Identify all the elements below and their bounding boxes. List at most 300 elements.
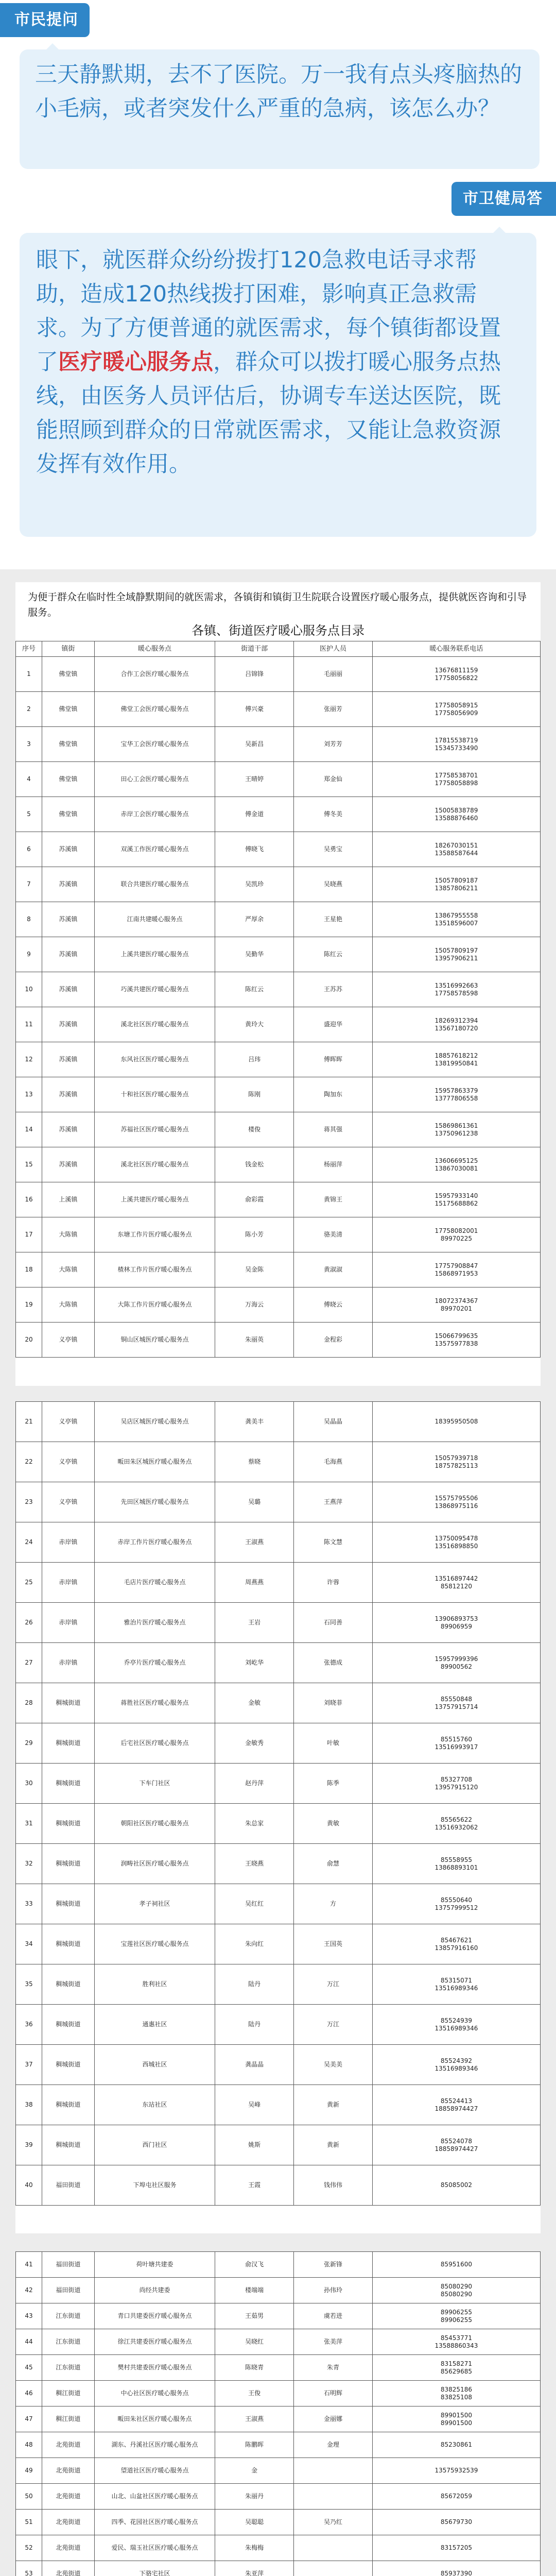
table-row bbox=[16, 2510, 541, 2535]
table-cell: 30 bbox=[16, 1764, 42, 1804]
table-cell: 14 bbox=[16, 1112, 42, 1147]
table-cell: 青口共建委医疗暖心服务点 bbox=[94, 2303, 215, 2329]
table-cell: 吴金陈 bbox=[215, 1252, 294, 1287]
table-row bbox=[16, 937, 541, 972]
table-cell: 郑金仙 bbox=[294, 762, 373, 797]
table-cell: 吴新昌 bbox=[215, 727, 294, 762]
table-cell: 17 bbox=[16, 1217, 42, 1252]
table-cell: 苏溪镇 bbox=[42, 832, 94, 867]
table-cell: 85672059 bbox=[372, 2484, 540, 2510]
table-row bbox=[16, 1804, 541, 1844]
table-cell: 21 bbox=[16, 1402, 42, 1442]
table-cell: 龚晶晶 bbox=[215, 2045, 294, 2085]
table-cell: 徐江共建委医疗暖心服务点 bbox=[94, 2329, 215, 2355]
table-cell: 北苑街道 bbox=[42, 2484, 94, 2510]
table-cell: 28 bbox=[16, 1683, 42, 1723]
table-cell: 苏溪镇 bbox=[42, 1077, 94, 1112]
table-cell: 18 bbox=[16, 1252, 42, 1287]
table-sheet-3 bbox=[15, 2251, 541, 2576]
answer-tag: 市卫健局答 bbox=[451, 182, 556, 216]
table-cell: 赤岸镇 bbox=[42, 1643, 94, 1683]
table-cell: 佛堂镇 bbox=[42, 727, 94, 762]
table-cell: 稠城街道 bbox=[42, 2005, 94, 2045]
table-intro: 为便于群众在临时性全域静默期间的就医需求，各镇街和镇街卫生院联合设置医疗暖心服务点，提供就医咨询和引导服务。 bbox=[28, 591, 527, 618]
table-cell: 楼俊 bbox=[215, 1112, 294, 1147]
table-cell: 85315071 13516989346 bbox=[372, 1964, 540, 2005]
table-cell: 福田街道 bbox=[42, 2278, 94, 2303]
table-cell: 89906255 89906255 bbox=[372, 2303, 540, 2329]
table-cell: 22 bbox=[16, 1442, 42, 1482]
table-row bbox=[16, 867, 541, 902]
table-cell: 朱青 bbox=[294, 2355, 373, 2381]
table-cell: 稠江街道 bbox=[42, 2381, 94, 2406]
table-cell: 85524392 13516989346 bbox=[372, 2045, 540, 2085]
table-cell: 孙伟玲 bbox=[294, 2278, 373, 2303]
table-cell: 85085002 bbox=[372, 2165, 540, 2206]
table-cell: 10 bbox=[16, 972, 42, 1007]
table-cell: 荷叶塘共建委 bbox=[94, 2252, 215, 2278]
table-cell: 16 bbox=[16, 1182, 42, 1217]
table-cell: 苏溪镇 bbox=[42, 1147, 94, 1182]
table-cell: 85937390 bbox=[372, 2561, 540, 2576]
table-row bbox=[16, 1442, 541, 1482]
table-cell: 13516992663 17758578598 bbox=[372, 972, 540, 1007]
table-cell: 85565622 13516932062 bbox=[372, 1804, 540, 1844]
column-header: 暖心服务联系电话 bbox=[372, 641, 540, 657]
column-header: 街道干部 bbox=[215, 641, 294, 657]
table-cell: 13867955558 13518596007 bbox=[372, 902, 540, 937]
table-cell: 53 bbox=[16, 2561, 42, 2576]
table-cell: 黄新 bbox=[294, 2085, 373, 2125]
table-cell: 稠城街道 bbox=[42, 1804, 94, 1844]
table-cell: 刘芳芳 bbox=[294, 727, 373, 762]
table-cell: 43 bbox=[16, 2303, 42, 2329]
table-cell: 黄新 bbox=[294, 2125, 373, 2165]
table-cell: 4 bbox=[16, 762, 42, 797]
table-cell: 江东街道 bbox=[42, 2329, 94, 2355]
table-cell: 骆美清 bbox=[294, 1217, 373, 1252]
table-cell: 朱丽丹 bbox=[215, 2484, 294, 2510]
table-cell: 赤岸镇 bbox=[42, 1563, 94, 1603]
table-cell: 王星艳 bbox=[294, 902, 373, 937]
table-sheet-1 bbox=[15, 582, 541, 1386]
table-cell: 下车门社区 bbox=[94, 1764, 215, 1804]
table-cell: 吕锦锋 bbox=[215, 657, 294, 692]
table-cell: 刘晓菲 bbox=[294, 1683, 373, 1723]
table-row bbox=[16, 832, 541, 867]
table-cell: 苏溪镇 bbox=[42, 937, 94, 972]
table-cell: 虞若进 bbox=[294, 2303, 373, 2329]
table-cell bbox=[294, 2561, 373, 2576]
table-row bbox=[16, 2406, 541, 2432]
table-cell: 大陈镇 bbox=[42, 1217, 94, 1252]
table-cell: 王晓燕 bbox=[215, 1844, 294, 1884]
table-cell: 下埠屯社区服务 bbox=[94, 2165, 215, 2206]
table-cell: 稠城街道 bbox=[42, 1723, 94, 1764]
table-cell: 畈田朱区城医疗暖心服务点 bbox=[94, 1442, 215, 1482]
table-cell: 陈刚 bbox=[215, 1077, 294, 1112]
table-cell: 85550848 13757915714 bbox=[372, 1683, 540, 1723]
table-row bbox=[16, 1482, 541, 1522]
table-row bbox=[16, 1563, 541, 1603]
table-cell: 7 bbox=[16, 867, 42, 902]
table-cell: 稠城街道 bbox=[42, 2125, 94, 2165]
table-cell: 稠城街道 bbox=[42, 1683, 94, 1723]
table-row bbox=[16, 1522, 541, 1563]
table-cell: 41 bbox=[16, 2252, 42, 2278]
table-cell: 朱丽英 bbox=[215, 1323, 294, 1358]
table-cell: 18072374367 89970201 bbox=[372, 1287, 540, 1323]
table-cell: 王岩 bbox=[215, 1603, 294, 1643]
service-point-table-part-3 bbox=[15, 2251, 541, 2576]
table-cell: 85515760 13516993917 bbox=[372, 1723, 540, 1764]
table-cell: 石同善 bbox=[294, 1603, 373, 1643]
table-cell: 3 bbox=[16, 727, 42, 762]
table-row bbox=[16, 2252, 541, 2278]
table-cell: 52 bbox=[16, 2535, 42, 2561]
table-cell: 11 bbox=[16, 1007, 42, 1042]
table-cell: 田心工会医疗暖心服务点 bbox=[94, 762, 215, 797]
table-cell: 17758082001 89970225 bbox=[372, 1217, 540, 1252]
table-cell: 赵丹萍 bbox=[215, 1764, 294, 1804]
table-cell: 13906893753 89906959 bbox=[372, 1603, 540, 1643]
table-cell: 畈田朱社区医疗暖心服务点 bbox=[94, 2406, 215, 2432]
table-cell: 蔡晓 bbox=[215, 1442, 294, 1482]
table-cell: 40 bbox=[16, 2165, 42, 2206]
table-cell: 大陈工作片医疗暖心服务点 bbox=[94, 1287, 215, 1323]
table-cell: 毛店片医疗暖心服务点 bbox=[94, 1563, 215, 1603]
table-cell: 12 bbox=[16, 1042, 42, 1077]
table-row bbox=[16, 1643, 541, 1683]
column-header: 暖心服务点 bbox=[94, 641, 215, 657]
table-cell: 乔亭片医疗暖心服务点 bbox=[94, 1643, 215, 1683]
table-row bbox=[16, 2045, 541, 2085]
table-cell: 稠城街道 bbox=[42, 1884, 94, 1924]
table-cell: 陆丹 bbox=[215, 2005, 294, 2045]
table-cell: 万江 bbox=[294, 2005, 373, 2045]
table-cell: 吴乃红 bbox=[294, 2510, 373, 2535]
table-cell: 刘屹华 bbox=[215, 1643, 294, 1683]
table-cell: 黄淑淑 bbox=[294, 1252, 373, 1287]
table-row bbox=[16, 1147, 541, 1182]
table-cell: 朱总家 bbox=[215, 1804, 294, 1844]
table-cell: 胜利社区 bbox=[94, 1964, 215, 2005]
table-cell: 江南共建暖心服务点 bbox=[94, 902, 215, 937]
table-cell: 大陈镇 bbox=[42, 1252, 94, 1287]
table-row bbox=[16, 2381, 541, 2406]
table-cell: 6 bbox=[16, 832, 42, 867]
table-cell: 金丽娜 bbox=[294, 2406, 373, 2432]
table-cell: 福田街道 bbox=[42, 2165, 94, 2206]
table-row bbox=[16, 2458, 541, 2484]
table-cell: 上溪共建医疗暖心服务点 bbox=[94, 1182, 215, 1217]
table-cell: 15575795506 13868975116 bbox=[372, 1482, 540, 1522]
table-cell: 后宅社区医疗暖心服务点 bbox=[94, 1723, 215, 1764]
table-sheet-2 bbox=[15, 1401, 541, 2233]
table-cell: 佛堂镇 bbox=[42, 797, 94, 832]
table-cell: 13750095478 13516898850 bbox=[372, 1522, 540, 1563]
table-cell: 张新锋 bbox=[294, 2252, 373, 2278]
table-cell bbox=[294, 2458, 373, 2484]
question-text: 三天静默期，去不了医院。万一我有点头疼脑热的小毛病，或者突发什么严重的急病，该怎么办？ bbox=[35, 62, 522, 122]
table-cell: 楼端端 bbox=[215, 2278, 294, 2303]
table-cell: 85558955 13868893101 bbox=[372, 1844, 540, 1884]
table-cell: 王霞 bbox=[215, 2165, 294, 2206]
table-cell: 25 bbox=[16, 1563, 42, 1603]
table-cell: 傅晖晖 bbox=[294, 1042, 373, 1077]
table-cell: 江东街道 bbox=[42, 2303, 94, 2329]
question-tag: 市民提问 bbox=[0, 3, 90, 37]
table-cell: 上溪共建医疗暖心服务点 bbox=[94, 937, 215, 972]
table-cell: 85524078 18858974427 bbox=[372, 2125, 540, 2165]
table-row bbox=[16, 1964, 541, 2005]
table-cell: 42 bbox=[16, 2278, 42, 2303]
table-cell: 44 bbox=[16, 2329, 42, 2355]
table-cell: 33 bbox=[16, 1884, 42, 1924]
table-cell: 张德成 bbox=[294, 1643, 373, 1683]
table-cell: 陆丹 bbox=[215, 1964, 294, 2005]
table-cell: 西门社区 bbox=[94, 2125, 215, 2165]
table-cell: 83157205 bbox=[372, 2535, 540, 2561]
table-cell: 18267030151 13588587644 bbox=[372, 832, 540, 867]
table-cell: 15957933140 15175688862 bbox=[372, 1182, 540, 1217]
qa-section bbox=[0, 0, 556, 544]
table-cell: 89901500 89901500 bbox=[372, 2406, 540, 2432]
table-cell: 23 bbox=[16, 1482, 42, 1522]
table-cell: 37 bbox=[16, 2045, 42, 2085]
table-cell: 北苑街道 bbox=[42, 2432, 94, 2458]
table-cell: 爱民、瑞玉社区医疗暖心服务点 bbox=[94, 2535, 215, 2561]
table-cell: 合作工会医疗暖心服务点 bbox=[94, 657, 215, 692]
table-cell: 江东街道 bbox=[42, 2355, 94, 2381]
table-cell: 吴晶晶 bbox=[294, 1402, 373, 1442]
table-row bbox=[16, 1182, 541, 1217]
table-cell: 48 bbox=[16, 2432, 42, 2458]
table-cell: 金理 bbox=[294, 2432, 373, 2458]
table-cell: 王淑燕 bbox=[215, 1522, 294, 1563]
table-row bbox=[16, 1603, 541, 1643]
table-row bbox=[16, 1217, 541, 1252]
table-row bbox=[16, 902, 541, 937]
table-cell: 联合共建医疗暖心服务点 bbox=[94, 867, 215, 902]
table-cell: 15 bbox=[16, 1147, 42, 1182]
table-cell: 17815538719 15345733490 bbox=[372, 727, 540, 762]
table-cell: 朱亚萍 bbox=[215, 2561, 294, 2576]
table-cell: 15869861361 13750961238 bbox=[372, 1112, 540, 1147]
table-cell: 15957999396 89900562 bbox=[372, 1643, 540, 1683]
table-cell: 苏溪镇 bbox=[42, 972, 94, 1007]
table-cell: 大陈镇 bbox=[42, 1287, 94, 1323]
table-cell bbox=[294, 2535, 373, 2561]
table-header-row bbox=[16, 641, 541, 657]
table-cell: 2 bbox=[16, 692, 42, 727]
table-cell: 通惠社区 bbox=[94, 2005, 215, 2045]
table-row bbox=[16, 1723, 541, 1764]
table-cell: 孝子祠社区 bbox=[94, 1884, 215, 1924]
table-cell: 润畴社区医疗暖心服务点 bbox=[94, 1844, 215, 1884]
table-row bbox=[16, 2303, 541, 2329]
table-cell: 13575932539 bbox=[372, 2458, 540, 2484]
table-cell: 义亭镇 bbox=[42, 1442, 94, 1482]
table-cell: 溪北社区医疗暖心服务点 bbox=[94, 1147, 215, 1182]
table-cell: 俞汉飞 bbox=[215, 2252, 294, 2278]
table-row bbox=[16, 1252, 541, 1287]
table-cell: 39 bbox=[16, 2125, 42, 2165]
table-cell: 佛堂工会医疗暖心服务点 bbox=[94, 692, 215, 727]
table-cell: 稠城街道 bbox=[42, 1764, 94, 1804]
table-row bbox=[16, 2125, 541, 2165]
table-cell: 5 bbox=[16, 797, 42, 832]
table-cell: 吴勤华 bbox=[215, 937, 294, 972]
table-cell: 蒋其强 bbox=[294, 1112, 373, 1147]
table-row bbox=[16, 657, 541, 692]
table-row bbox=[16, 2561, 541, 2576]
answer-text-before: 眼下，就医群众纷纷拨打120急救电话寻求帮助，造成120热线拨打困难，影响真正急救需求。为了方便普通的就医需求，每个镇街都设置了 bbox=[36, 247, 501, 375]
table-cell: 稠城街道 bbox=[42, 1964, 94, 2005]
table-cell: 钱伟伟 bbox=[294, 2165, 373, 2206]
table-cell: 19 bbox=[16, 1287, 42, 1323]
table-cell: 15005838789 13588876460 bbox=[372, 797, 540, 832]
answer-highlight: 医疗暖心服务点 bbox=[58, 349, 213, 375]
table-cell: 31 bbox=[16, 1804, 42, 1844]
table-cell: 17757908847 15868971953 bbox=[372, 1252, 540, 1287]
table-cell: 朝阳社区医疗暖心服务点 bbox=[94, 1804, 215, 1844]
table-cell: 1 bbox=[16, 657, 42, 692]
table-cell: 下骆宅社区 bbox=[94, 2561, 215, 2576]
table-cell: 赤岸工作片医疗暖心服务点 bbox=[94, 1522, 215, 1563]
table-cell: 83825186 83825108 bbox=[372, 2381, 540, 2406]
table-row bbox=[16, 1844, 541, 1884]
table-cell: 吴璐 bbox=[215, 1482, 294, 1522]
table-cell: 8 bbox=[16, 902, 42, 937]
table-cell: 32 bbox=[16, 1844, 42, 1884]
table-cell: 张美萍 bbox=[294, 2329, 373, 2355]
table-row bbox=[16, 1077, 541, 1112]
service-point-table-image bbox=[0, 569, 556, 2576]
table-cell: 金 bbox=[215, 2458, 294, 2484]
table-cell: 苏溪镇 bbox=[42, 902, 94, 937]
table-cell: 王燕萍 bbox=[294, 1482, 373, 1522]
table-row bbox=[16, 2535, 541, 2561]
table-cell: 85679730 bbox=[372, 2510, 540, 2535]
table-cell: 吴美美 bbox=[294, 2045, 373, 2085]
table-cell: 吕玮 bbox=[215, 1042, 294, 1077]
table-cell: 85951600 bbox=[372, 2252, 540, 2278]
table-cell: 13 bbox=[16, 1077, 42, 1112]
answer-bubble bbox=[20, 233, 536, 537]
table-row bbox=[16, 2278, 541, 2303]
table-cell: 王茹男 bbox=[215, 2303, 294, 2329]
table-row bbox=[16, 1112, 541, 1147]
table-cell bbox=[294, 2484, 373, 2510]
table-cell: 朱向红 bbox=[215, 1924, 294, 1964]
table-row bbox=[16, 1287, 541, 1323]
table-row bbox=[16, 972, 541, 1007]
table-cell: 王俊 bbox=[215, 2381, 294, 2406]
table-row bbox=[16, 692, 541, 727]
table-row bbox=[16, 1323, 541, 1358]
table-row bbox=[16, 797, 541, 832]
table-row bbox=[16, 2329, 541, 2355]
table-cell: 85524939 13516989346 bbox=[372, 2005, 540, 2045]
table-row bbox=[16, 727, 541, 762]
table-row bbox=[16, 1402, 541, 1442]
column-header: 医护人员 bbox=[294, 641, 373, 657]
table-cell: 傅晓云 bbox=[294, 1287, 373, 1323]
table-cell: 17758058915 17758056909 bbox=[372, 692, 540, 727]
table-cell: 金敏秀 bbox=[215, 1723, 294, 1764]
table-cell: 15957863379 13777806558 bbox=[372, 1077, 540, 1112]
table-cell: 27 bbox=[16, 1643, 42, 1683]
table-row bbox=[16, 2085, 541, 2125]
table-cell: 东风社区医疗暖心服务点 bbox=[94, 1042, 215, 1077]
table-row bbox=[16, 2005, 541, 2045]
table-cell: 34 bbox=[16, 1924, 42, 1964]
table-cell: 许蓉 bbox=[294, 1563, 373, 1603]
table-row bbox=[16, 2165, 541, 2206]
table-cell: 万江 bbox=[294, 1964, 373, 2005]
table-cell: 傅金道 bbox=[215, 797, 294, 832]
table-cell: 王淑燕 bbox=[215, 2406, 294, 2432]
table-cell: 赤岸镇 bbox=[42, 1522, 94, 1563]
table-cell: 吴峰 bbox=[215, 2085, 294, 2125]
table-cell: 朱梅梅 bbox=[215, 2535, 294, 2561]
table-cell: 盛迎华 bbox=[294, 1007, 373, 1042]
answer-text-after: ，群众可以拨打暖心服务点热线，由医务人员评估后，协调专车送达医院，既能照顾到群众的日常就医需求，又能让急救资源发挥有效作用。 bbox=[36, 349, 501, 477]
table-cell: 稠城街道 bbox=[42, 1844, 94, 1884]
table-cell: 傅冬美 bbox=[294, 797, 373, 832]
table-cell: 83158271 85629685 bbox=[372, 2355, 540, 2381]
table-cell: 陈鹏晖 bbox=[215, 2432, 294, 2458]
table-cell: 赤岸镇 bbox=[42, 1603, 94, 1643]
table-cell: 苏溪镇 bbox=[42, 867, 94, 902]
table-cell: 石明辉 bbox=[294, 2381, 373, 2406]
table-cell: 9 bbox=[16, 937, 42, 972]
table-cell: 18269312394 13567180720 bbox=[372, 1007, 540, 1042]
table-cell: 85230861 bbox=[372, 2432, 540, 2458]
table-cell: 四季、花园社区医疗暖心服务点 bbox=[94, 2510, 215, 2535]
table-cell: 毛丽丽 bbox=[294, 657, 373, 692]
table-cell: 陈红云 bbox=[215, 972, 294, 1007]
table-cell: 17758538701 17758058898 bbox=[372, 762, 540, 797]
table-cell: 湖东、丹溪社区医疗暖心服务点 bbox=[94, 2432, 215, 2458]
table-cell: 38 bbox=[16, 2085, 42, 2125]
table-cell: 陈红云 bbox=[294, 937, 373, 972]
table-cell: 王晴婷 bbox=[215, 762, 294, 797]
table-cell: 俞慧 bbox=[294, 1844, 373, 1884]
table-cell: 稠城街道 bbox=[42, 2045, 94, 2085]
table-cell: 先田区城医疗暖心服务点 bbox=[94, 1482, 215, 1522]
table-cell: 18857618212 13819950841 bbox=[372, 1042, 540, 1077]
table-cell: 叶敏 bbox=[294, 1723, 373, 1764]
table-cell: 陶加东 bbox=[294, 1077, 373, 1112]
table-cell: 佛堂镇 bbox=[42, 692, 94, 727]
table-cell: 稠江街道 bbox=[42, 2406, 94, 2432]
table-cell: 尚经共建委 bbox=[94, 2278, 215, 2303]
table-row bbox=[16, 2432, 541, 2458]
table-cell: 吴晓红 bbox=[215, 2329, 294, 2355]
table-cell: 18395950508 bbox=[372, 1402, 540, 1442]
table-cell: 福田街道 bbox=[42, 2252, 94, 2278]
table-cell: 义亭镇 bbox=[42, 1482, 94, 1522]
table-cell: 黄锦王 bbox=[294, 1182, 373, 1217]
table-cell: 85327708 13957915120 bbox=[372, 1764, 540, 1804]
table-cell: 吴晓燕 bbox=[294, 867, 373, 902]
table-cell: 上溪镇 bbox=[42, 1182, 94, 1217]
table-cell: 26 bbox=[16, 1603, 42, 1643]
table-cell: 24 bbox=[16, 1522, 42, 1563]
table-row bbox=[16, 1683, 541, 1723]
